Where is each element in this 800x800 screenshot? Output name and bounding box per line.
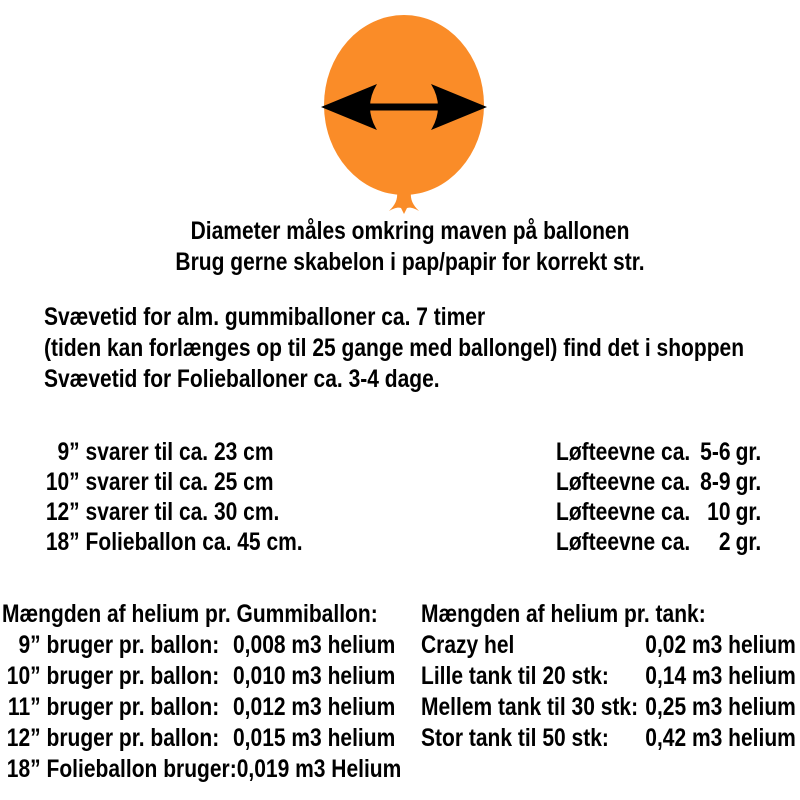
diameter-note-line1: Diameter måles omkring maven på ballonen	[190, 217, 630, 245]
size-row	[36, 497, 303, 527]
balloon-label: Folieballon bruger:	[46, 755, 237, 783]
helium-amount: 0,42 m3 helium	[645, 724, 796, 752]
balloon-diagram	[310, 4, 500, 216]
size-inches: 12”	[45, 498, 80, 526]
size-cm: svarer til ca. 23 cm	[85, 438, 274, 466]
balloon-label: bruger pr. ballon:	[46, 724, 220, 752]
helium-per-balloon-heading: Mængden af helium pr. Gummiballon:	[2, 600, 378, 628]
size-inches: 10”	[45, 468, 80, 496]
tank-label: Mellem tank til 30 stk:	[421, 693, 639, 721]
helium-amount: 0,008 m3 helium	[233, 631, 396, 659]
float-time-line2: (tiden kan forlænges op til 25 gange med ballongel) find det i shoppen	[44, 334, 745, 362]
size-table-lift	[556, 437, 761, 557]
lift-value: 10	[707, 498, 731, 526]
helium-tank-row	[421, 723, 800, 754]
lift-row	[556, 497, 761, 527]
helium-balloon-row	[2, 630, 422, 661]
helium-amount: 0,012 m3 helium	[233, 693, 396, 721]
lift-label: Løfteevne ca.	[556, 438, 691, 466]
balloon-label: bruger pr. ballon:	[46, 631, 220, 659]
helium-per-tank-section	[421, 599, 800, 754]
balloon-label: bruger pr. ballon:	[46, 693, 220, 721]
lift-row	[556, 467, 761, 497]
balloon-size: 10”	[6, 662, 41, 690]
helium-amount: 0,02 m3 helium	[645, 631, 796, 659]
lift-value: 2	[718, 528, 731, 556]
size-cm: svarer til ca. 30 cm.	[85, 498, 280, 526]
balloon-knot-icon	[389, 191, 419, 214]
tank-label: Crazy hel	[421, 631, 515, 659]
float-time-line1: Svævetid for alm. gummiballoner ca. 7 timer	[44, 303, 486, 331]
lift-unit: gr.	[735, 498, 762, 526]
helium-tank-row	[421, 630, 800, 661]
lift-unit: gr.	[735, 438, 762, 466]
lift-label: Løfteevne ca.	[556, 468, 691, 496]
balloon-label: bruger pr. ballon:	[46, 662, 220, 690]
size-row	[36, 527, 303, 557]
helium-amount: 0,015 m3 helium	[233, 724, 396, 752]
helium-amount: 0,25 m3 helium	[645, 693, 796, 721]
helium-amount: 0,010 m3 helium	[233, 662, 396, 690]
tank-label: Lille tank til 20 stk:	[421, 662, 609, 690]
lift-unit: gr.	[735, 528, 762, 556]
balloon-size: 9”	[18, 631, 41, 659]
size-row	[36, 437, 303, 467]
size-cm: Folieballon ca. 45 cm.	[85, 528, 303, 556]
float-time-info	[44, 302, 783, 395]
lift-value: 5-6	[700, 438, 731, 466]
balloon-size: 12”	[6, 724, 41, 752]
helium-tank-row	[421, 661, 800, 692]
helium-amount: 0,14 m3 helium	[645, 662, 796, 690]
lift-unit: gr.	[735, 468, 762, 496]
balloon-size: 18”	[6, 755, 41, 783]
lift-label: Løfteevne ca.	[556, 528, 691, 556]
balloon-diagram-svg	[310, 4, 500, 216]
helium-per-tank-heading: Mængden af helium pr. tank:	[421, 600, 706, 628]
helium-balloon-row	[2, 723, 422, 754]
helium-amount: 0,019 m3 Helium	[236, 755, 402, 783]
lift-row	[556, 527, 761, 557]
lift-value: 8-9	[700, 468, 731, 496]
float-time-line3: Svævetid for Folieballoner ca. 3-4 dage.	[44, 365, 440, 393]
size-cm: svarer til ca. 25 cm	[85, 468, 274, 496]
tank-label: Stor tank til 50 stk:	[421, 724, 609, 752]
size-table-sizes	[36, 437, 303, 557]
helium-balloon-row	[2, 661, 422, 692]
helium-per-balloon-section	[2, 599, 422, 785]
lift-label: Løfteevne ca.	[556, 498, 691, 526]
size-inches: 18”	[45, 528, 80, 556]
helium-balloon-row	[2, 754, 422, 785]
size-inches: 9”	[57, 438, 80, 466]
size-row	[36, 467, 303, 497]
helium-balloon-row	[2, 692, 422, 723]
helium-tank-row	[421, 692, 800, 723]
diameter-note-line2: Brug gerne skabelon i pap/papir for korrekt str.	[175, 248, 645, 276]
diameter-note	[91, 216, 729, 278]
balloon-size: 11”	[7, 693, 41, 721]
lift-row	[556, 437, 761, 467]
